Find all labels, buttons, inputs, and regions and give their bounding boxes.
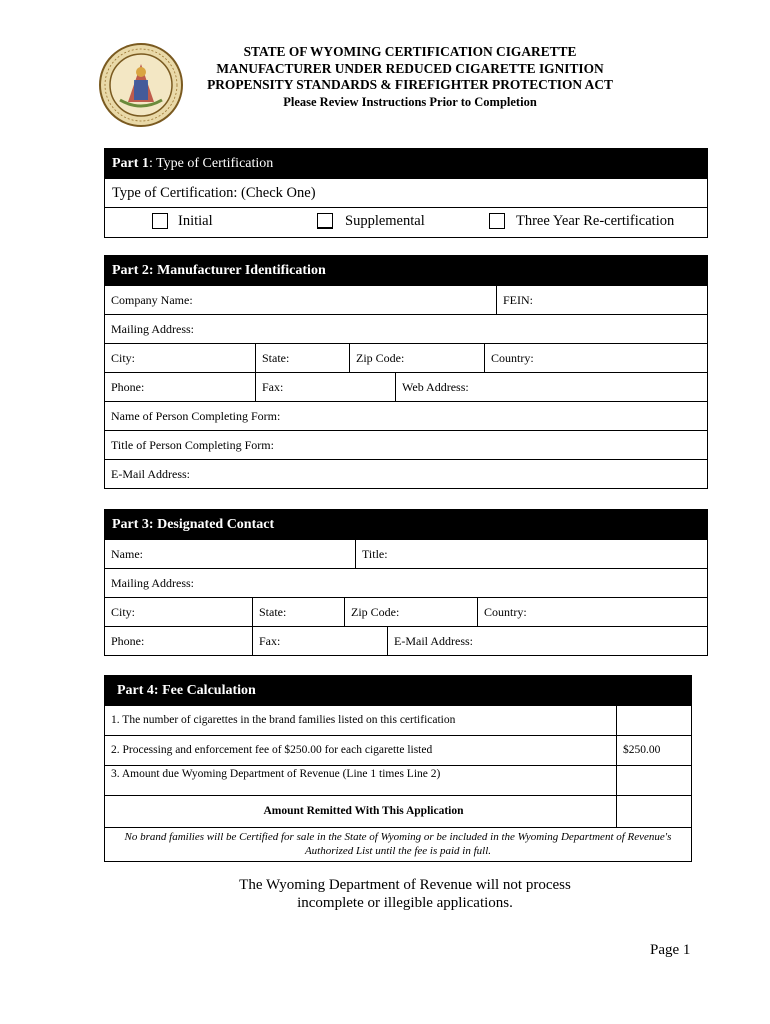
- part1-section: [104, 148, 708, 238]
- part3-section: [104, 509, 708, 656]
- state-field[interactable]: State:: [255, 344, 349, 372]
- contact-phone-field[interactable]: Phone:: [111, 634, 145, 648]
- supplemental-label: Supplemental: [345, 213, 425, 229]
- supplemental-checkbox[interactable]: [317, 213, 333, 229]
- recertification-label: Three Year Re-certification: [516, 213, 675, 229]
- footer-line-2: incomplete or illegible applications.: [297, 895, 513, 911]
- footer-notice: [104, 876, 706, 912]
- contact-email-field[interactable]: E-Mail Address:: [387, 627, 707, 655]
- part1-title: [105, 149, 707, 178]
- certification-options: [105, 207, 707, 237]
- part2-title: Part 2: Manufacturer Identification: [105, 256, 707, 285]
- person-name-field[interactable]: Name of Person Completing Form:: [111, 409, 281, 423]
- page-number: Page 1: [650, 942, 691, 958]
- fee-line-3-value[interactable]: [616, 766, 691, 795]
- company-row: [105, 285, 707, 314]
- fein-field[interactable]: FEIN:: [496, 286, 707, 314]
- person-title-row: [105, 430, 707, 459]
- remitted-row: [105, 795, 691, 827]
- part3-title: Part 3: Designated Contact: [105, 510, 707, 539]
- mailing-row: [105, 314, 707, 343]
- header-line-1: STATE OF WYOMING CERTIFICATION CIGARETTE: [243, 44, 577, 59]
- part1-title-prefix: Part 1: [112, 156, 149, 171]
- certification-type-prompt: Type of Certification: (Check One): [105, 178, 707, 207]
- form-header: [160, 44, 660, 110]
- header-line-2: MANUFACTURER UNDER REDUCED CIGARETTE IGNITION: [216, 60, 604, 76]
- fee-line-2-value: $250.00: [616, 736, 691, 765]
- remitted-label: Amount Remitted With This Application: [263, 805, 464, 817]
- contact-country-field[interactable]: Country:: [477, 598, 707, 626]
- header-line-3: PROPENSITY STANDARDS & FIREFIGHTER PROTECTION ACT: [207, 77, 613, 92]
- contact-name-row: [105, 539, 707, 568]
- fee-line-1: [105, 705, 691, 735]
- fee-line-3-label: 3. Amount due Wyoming Department of Revenue (Line 1 times Line 2): [111, 768, 441, 780]
- company-name-field[interactable]: Company Name:: [111, 293, 193, 307]
- contact-zip-field[interactable]: Zip Code:: [344, 598, 477, 626]
- contact-state-field[interactable]: State:: [252, 598, 344, 626]
- contact-fax-field[interactable]: Fax:: [252, 627, 387, 655]
- part2-section: [104, 255, 708, 489]
- country-field[interactable]: Country:: [484, 344, 707, 372]
- city-row: [105, 343, 707, 372]
- phone-row: [105, 372, 707, 401]
- person-name-row: [105, 401, 707, 430]
- email-row: [105, 459, 707, 488]
- zip-field[interactable]: Zip Code:: [349, 344, 484, 372]
- fee-line-1-value[interactable]: [616, 706, 691, 735]
- remitted-value[interactable]: [616, 796, 691, 827]
- fee-line-2: [105, 735, 691, 765]
- initial-checkbox[interactable]: [152, 213, 168, 229]
- part4-section: [104, 675, 692, 862]
- web-address-field[interactable]: Web Address:: [395, 373, 707, 401]
- initial-label: Initial: [178, 213, 213, 229]
- contact-phone-row: [105, 626, 707, 655]
- part1-title-suffix: : Type of Certification: [148, 156, 274, 171]
- contact-name-field[interactable]: Name:: [111, 547, 143, 561]
- fee-notice: No brand families will be Certified for sale in the State of Wyoming or be included in the Wyoming Department of Revenue's Authorized List until the fee is paid in full.: [105, 827, 691, 861]
- fee-line-1-label: 1. The number of cigarettes in the brand families listed on this certification: [111, 714, 456, 726]
- contact-city-row: [105, 597, 707, 626]
- phone-field[interactable]: Phone:: [111, 380, 145, 394]
- contact-mailing-address-field[interactable]: Mailing Address:: [111, 576, 194, 590]
- city-field[interactable]: City:: [111, 351, 136, 365]
- fax-field[interactable]: Fax:: [255, 373, 395, 401]
- recertification-checkbox[interactable]: [489, 213, 505, 229]
- contact-title-field[interactable]: Title:: [355, 540, 707, 568]
- fee-line-3: [105, 765, 691, 795]
- fee-line-2-label: 2. Processing and enforcement fee of $250.00 for each cigarette listed: [111, 744, 433, 756]
- contact-city-field[interactable]: City:: [111, 605, 136, 619]
- contact-mailing-row: [105, 568, 707, 597]
- header-instructions: Please Review Instructions Prior to Completion: [283, 94, 537, 109]
- footer-line-1: The Wyoming Department of Revenue will not process: [239, 877, 571, 893]
- email-field[interactable]: E-Mail Address:: [111, 467, 190, 481]
- part4-title: Part 4: Fee Calculation: [105, 676, 691, 705]
- mailing-address-field[interactable]: Mailing Address:: [111, 322, 194, 336]
- person-title-field[interactable]: Title of Person Completing Form:: [111, 438, 274, 452]
